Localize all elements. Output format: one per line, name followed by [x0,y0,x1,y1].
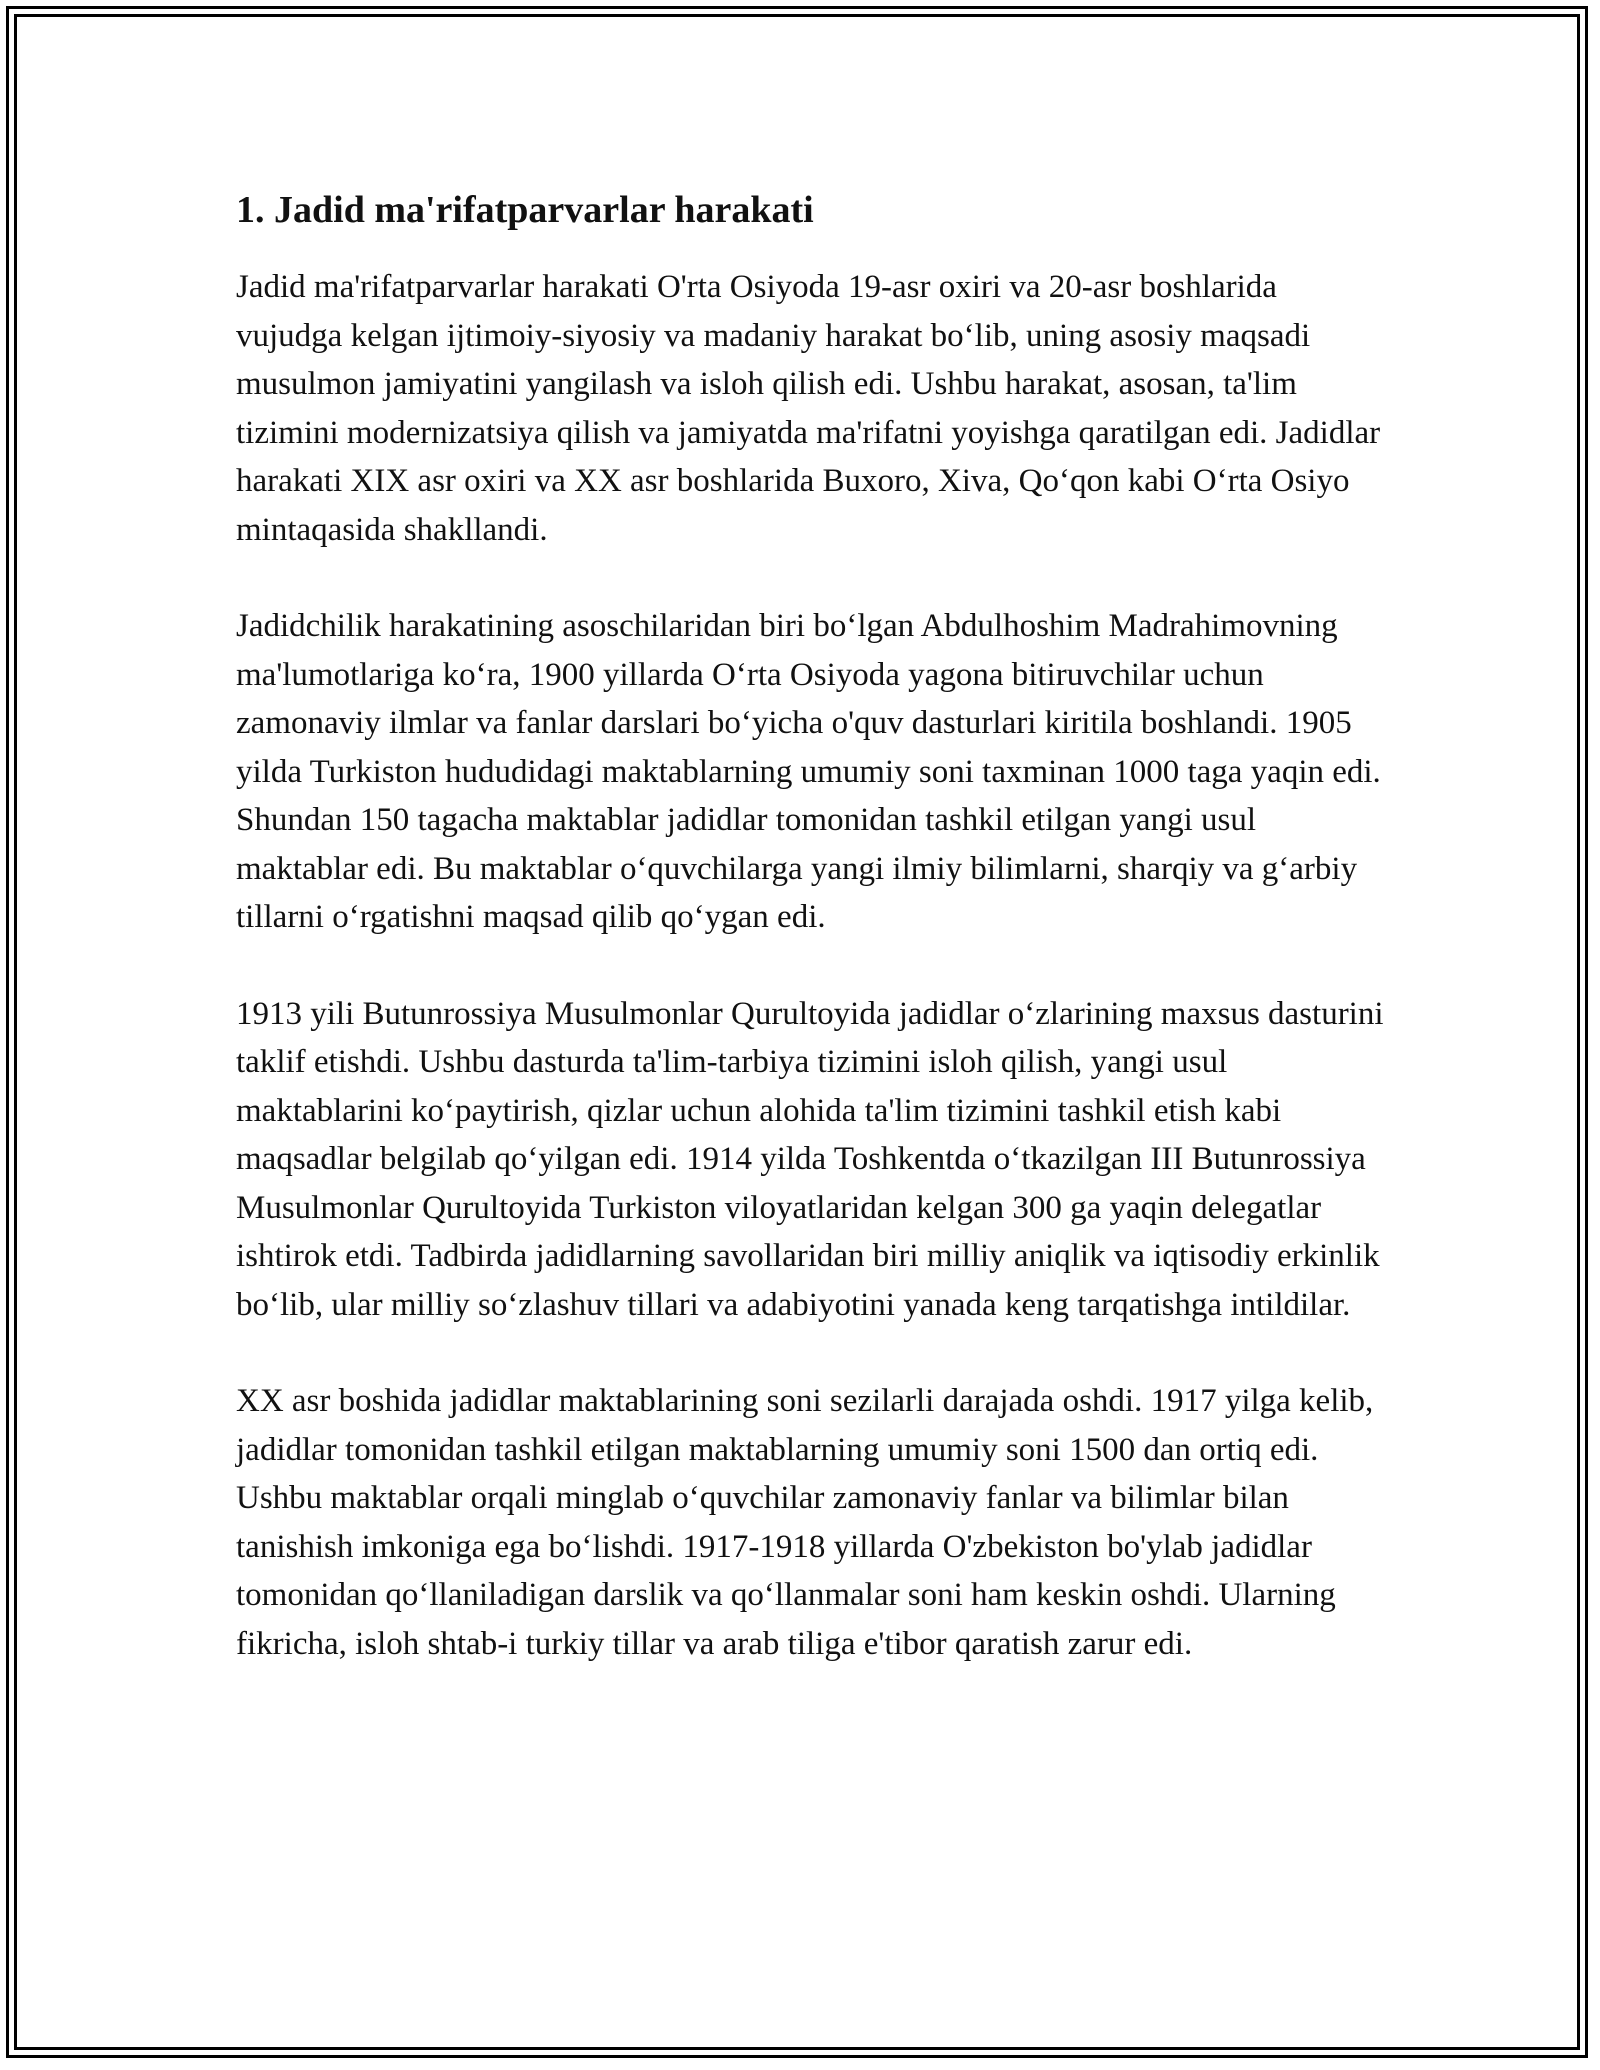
document-body [236,186,1386,1716]
section-heading: 1. Jadid ma'rifatparvarlar harakati [236,189,814,231]
paragraph-1: Jadid ma'rifatparvarlar harakati O'rta Osiyoda 19-asr oxiri va 20-asr boshlarida vujudga kelgan ijtimoiy-siyosiy va madaniy harakat bo‘lib, uning asosiy maqsadi musulmon jamiyatini yangilash va isloh qilish edi. Ushbu harakat, asosan, ta'lim tizimini modernizatsiya qilish va jamiyatda ma'rifatni yoyishga qaratilgan edi. Jadidlar harakati XIX asr oxiri va XX asr boshlarida Buxoro, Xiva, Qo‘qon kabi O‘rta Osiyo mintaqasida shakllandi. [236,269,1381,548]
paragraph-4: XX asr boshida jadidlar maktablarining soni sezilarli darajada oshdi. 1917 yilga kelib, jadidlar tomonidan tashkil etilgan maktablarning umumiy soni 1500 dan ortiq edi. Ushbu maktablar orqali minglab o‘quvchilar zamonaviy fanlar va bilimlar bilan tanishish imkoniga ega bo‘lishdi. 1917-1918 yillarda O'zbekiston bo'ylab jadidlar tomonidan qo‘llaniladigan darslik va qo‘llanmalar soni ham keskin oshdi. Ularning fikricha, isloh shtab-i turkiy tillar va arab tiliga e'tibor qaratish zarur edi. [236,1383,1374,1662]
paragraph-2: Jadidchilik harakatining asoschilaridan biri bo‘lgan Abdulhoshim Madrahimovning ma'lumotlariga ko‘ra, 1900 yillarda O‘rta Osiyoda yagona bitiruvchilar uchun zamonaviy ilmlar va fanlar darslari bo‘yicha o'quv dasturlari kiritila boshlandi. 1905 yilda Turkiston hududidagi maktablarning umumiy soni taxminan 1000 taga yaqin edi. Shundan 150 tagacha maktablar jadidlar tomonidan tashkil etilgan yangi usul maktablar edi. Bu maktablar o‘quvchilarga yangi ilmiy bilimlarni, sharqiy va g‘arbiy tillarni o‘rgatishni maqsad qilib qo‘ygan edi. [236,608,1381,936]
paragraph-3: 1913 yili Butunrossiya Musulmonlar Qurultoyida jadidlar o‘zlarining maxsus dasturini taklif etishdi. Ushbu dasturda ta'lim-tarbiya tizimini isloh qilish, yangi usul maktablarini ko‘paytirish, qizlar uchun alohida ta'lim tizimini tashkil etish kabi maqsadlar belgilab qo‘yilgan edi. 1914 yilda Toshkentda o‘tkazilgan III Butunrossiya Musulmonlar Qurultoyida Turkiston viloyatlaridan kelgan 300 ga yaqin delegatlar ishtirok etdi. Tadbirda jadidlarning savollaridan biri milliy aniqlik va iqtisodiy erkinlik bo‘lib, ular milliy so‘zlashuv tillari va adabiyotini yanada keng tarqatishga intildilar. [236,995,1384,1323]
